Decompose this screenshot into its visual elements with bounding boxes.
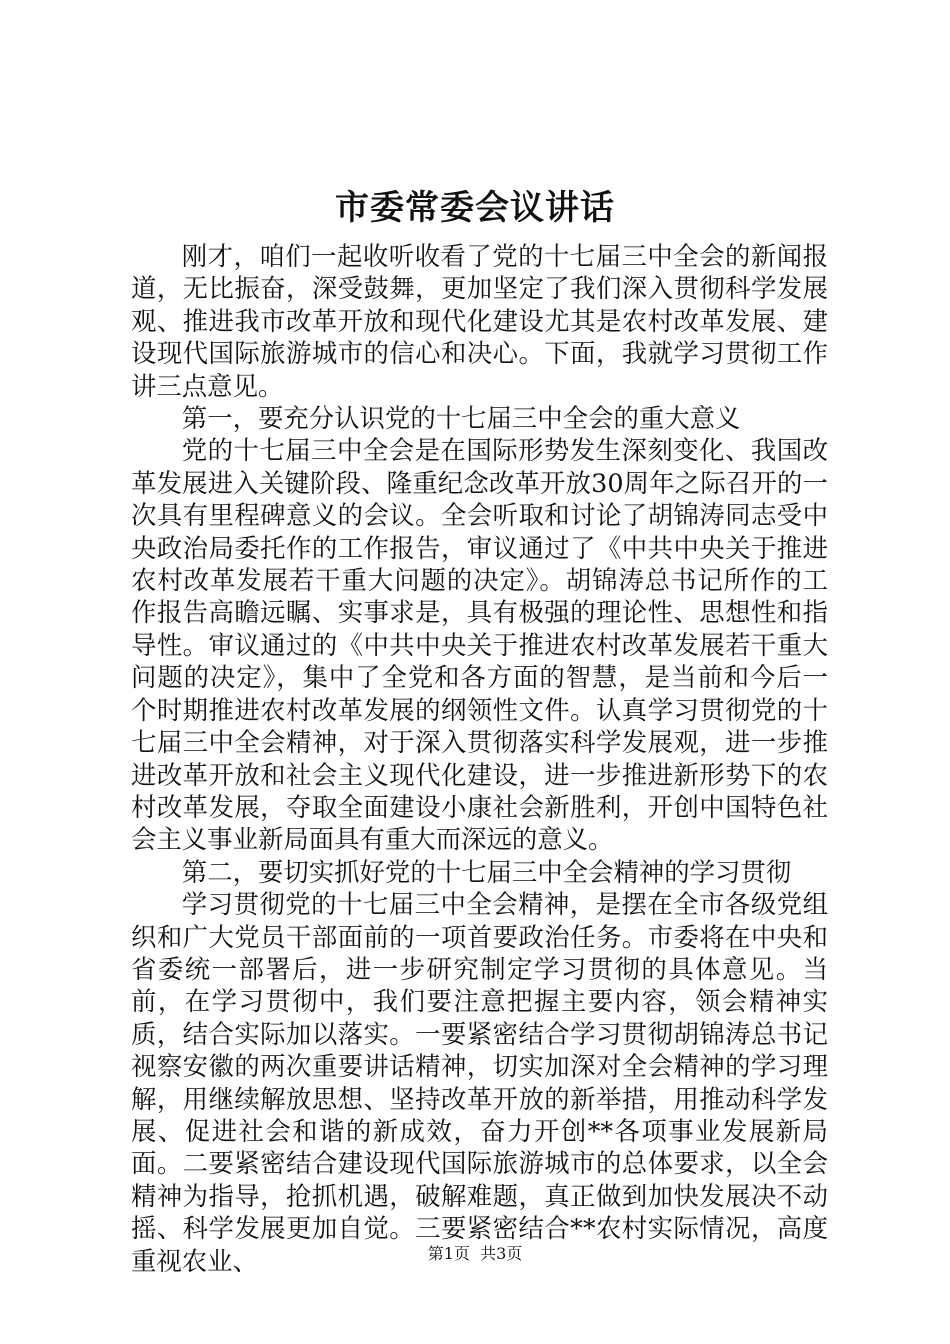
document-body <box>131 240 828 1277</box>
document-title: 市委常委会议讲话 <box>335 188 615 228</box>
section-heading-2: 第二，要切实抓好党的十七届三中全会精神的学习贯彻 <box>181 856 792 887</box>
page-number: 第1页 <box>427 1244 470 1263</box>
paragraph-intro: 刚才，咱们一起收听收看了党的十七届三中全会的新闻报道，无比振奋，深受鼓舞，更加坚定了我们深入贯彻科学发展观、推进我市改革开放和现代化建设尤其是农村改革发展、建设现代国际旅游城市的信心和决心。下面，我就学习贯彻工作讲三点意见。 <box>131 241 828 401</box>
paragraph-section-2: 学习贯彻党的十七届三中全会精神，是摆在全市各级党组织和广大党员干部面前的一项首要政治任务。市委将在中央和省委统一部署后，进一步研究制定学习贯彻的具体意见。当前，在学习贯彻中，我们要注意把握主要内容，领会精神实质，结合实际加以落实。一要紧密结合学习贯彻胡锦涛总书记视察安徽的两次重要讲话精神，切实加深对全会精神的学习理解，用继续解放思想、坚持改革开放的新举措，用推动科学发展、促进社会和谐的新成效，奋力开创**各项事业发展新局面。二要紧密结合建设现代国际旅游城市的总体要求，以全会精神为指导，抢抓机遇，破解难题，真正做到加快发展决不动摇、科学发展更加自觉。三要紧密结合**农村实际情况，高度重视农业、 <box>131 889 828 1276</box>
page-footer <box>0 1243 950 1265</box>
page-total: 共3页 <box>480 1244 523 1263</box>
section-heading-1: 第一，要充分认识党的十七届三中全会的重大意义 <box>181 403 741 434</box>
paragraph-section-1: 党的十七届三中全会是在国际形势发生深刻变化、我国改革发展进入关键阶段、隆重纪念改革开放30周年之际召开的一次具有里程碑意义的会议。全会听取和讨论了胡锦涛同志受中央政治局委托作的工作报告，审议通过了《中共中央关于推进农村改革发展若干重大问题的决定》。胡锦涛总书记所作的工作报告高瞻远瞩、实事求是，具有极强的理论性、思想性和指导性。审议通过的《中共中央关于推进农村改革发展若干重大问题的决定》，集中了全党和各方面的智慧，是当前和今后一个时期推进农村改革发展的纲领性文件。认真学习贯彻党的十七届三中全会精神，对于深入贯彻落实科学发展观，进一步推进改革开放和社会主义现代化建设，进一步推进新形势下的农村改革发展，夺取全面建设小康社会新胜利，开创中国特色社会主义事业新局面具有重大而深远的意义。 <box>131 435 828 855</box>
